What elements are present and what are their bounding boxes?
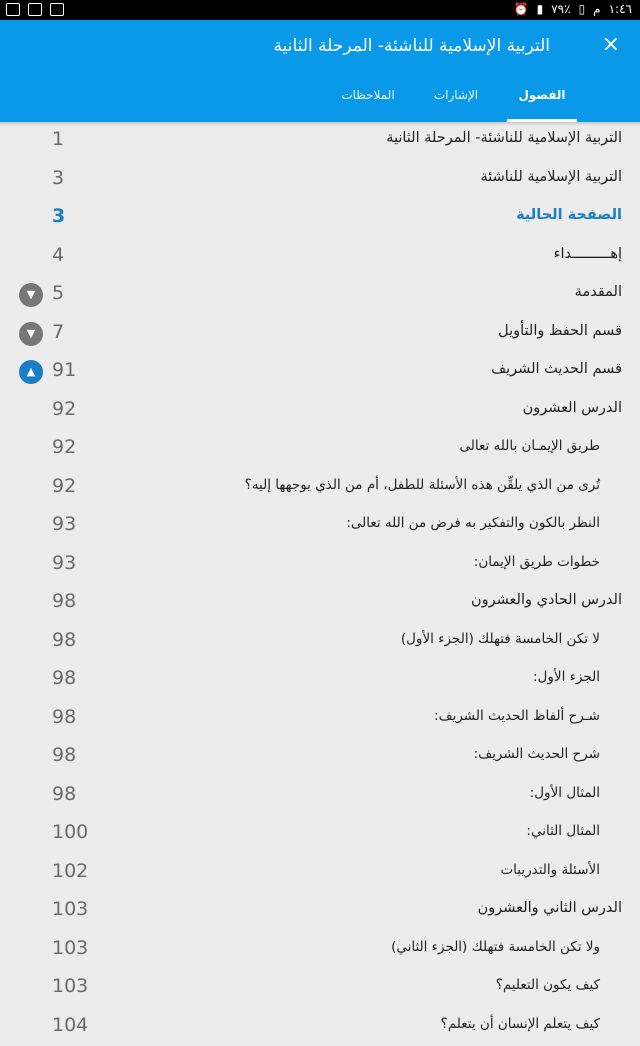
toc-row[interactable] [0, 122, 640, 161]
toc-row-title[interactable]: خطوات طريق الإيمان: [474, 554, 600, 570]
toc-row-page: 98 [52, 783, 76, 805]
toc-row-title[interactable]: ولا تكن الخامسة فتهلك (الجزء الثاني) [391, 939, 600, 955]
toc-row-title[interactable]: المثال الثاني: [526, 823, 600, 839]
toc-row[interactable] [0, 353, 640, 392]
toc-row-title[interactable]: تُرى من الذي يلقِّن هذه الأسئلة للطفل، أم من الذي يوجهها إليه؟ [245, 477, 600, 493]
toc-row-page: 92 [52, 398, 76, 420]
toc-row-page: 7 [52, 321, 64, 343]
toc-row-page: 4 [52, 244, 64, 266]
toc-subrow[interactable] [0, 507, 640, 546]
close-button[interactable] [602, 32, 620, 58]
tab-chapters[interactable] [502, 72, 582, 122]
toc-subrow[interactable] [0, 546, 640, 585]
toc-row-page: 103 [52, 975, 88, 997]
toc-subrow[interactable] [0, 623, 640, 662]
toc-row-page: 102 [52, 860, 88, 882]
toc-row-title[interactable]: التربية الإسلامية للناشئة [480, 169, 622, 185]
toc-row-page: 98 [52, 706, 76, 728]
wifi-icon [6, 3, 20, 16]
toc-subrow[interactable] [0, 815, 640, 854]
toc-row-page: 98 [52, 590, 76, 612]
toc-row[interactable] [0, 892, 640, 931]
toc-row-title[interactable]: الدرس العشرون [523, 400, 622, 416]
toc-row-title[interactable]: المقدمة [575, 284, 622, 300]
toc-row-title[interactable]: كيف يكون التعليم؟ [496, 977, 600, 993]
toc-row[interactable] [0, 315, 640, 354]
toc-subrow[interactable] [0, 700, 640, 739]
toc-row-title[interactable]: الدرس الحادي والعشرون [471, 592, 622, 608]
toc-row-title[interactable]: المثال الأول: [530, 785, 600, 801]
toc-row-page: 92 [52, 475, 76, 497]
toc-row-page: 98 [52, 629, 76, 651]
toc-row[interactable] [0, 276, 640, 315]
toc-row-title[interactable]: التربية الإسلامية للناشئة- المرحلة الثانية [386, 130, 622, 146]
toc-row-title[interactable]: قسم الحديث الشريف [491, 361, 622, 377]
close-icon: × [602, 32, 620, 57]
toc-row-page: 104 [52, 1014, 88, 1036]
toc-row-title[interactable]: شـرح ألفاظ الحديث الشريف: [434, 708, 600, 724]
tab-chapters-label: الفصول [518, 88, 565, 102]
toc-subrow[interactable] [0, 430, 640, 469]
toc-row-page: 91 [52, 359, 76, 381]
toc-list [0, 122, 640, 1046]
toc-row-page: 98 [52, 667, 76, 689]
tab-notes[interactable] [324, 72, 412, 122]
tab-bookmarks[interactable] [416, 72, 496, 122]
toc-row-title[interactable]: لا تكن الخامسة فتهلك (الجزء الأول) [401, 631, 600, 647]
toc-row-page: 100 [52, 821, 88, 843]
gallery-notification-icon [50, 3, 64, 16]
toc-row-page: 98 [52, 744, 76, 766]
toc-row[interactable] [0, 238, 640, 277]
toc-row-page: 103 [52, 898, 88, 920]
clock-time: ١:٤٦ [609, 2, 632, 16]
toc-subrow[interactable] [0, 738, 640, 777]
collapse-chevron-icon[interactable]: ▲ [19, 360, 43, 384]
tab-bar [0, 72, 640, 122]
battery-level: ٧٩٪ [551, 2, 570, 16]
toc-row-title[interactable]: الصفحة الحالية [516, 207, 622, 223]
toc-subrow[interactable] [0, 661, 640, 700]
status-bar [0, 0, 640, 20]
toc-row-title[interactable]: كيف يتعلم الإنسان أن يتعلم؟ [441, 1016, 600, 1032]
toc-row-title[interactable]: النظر بالكون والتفكير به فرض من الله تعالى: [346, 515, 600, 531]
toc-row-title[interactable]: قسم الحفظ والتأويل [498, 323, 622, 339]
toc-subrow[interactable] [0, 1008, 640, 1046]
toc-row-page: 92 [52, 436, 76, 458]
toc-row-page: 3 [52, 205, 65, 227]
toc-row-title[interactable]: طريق الإيمـان بالله تعالى [459, 438, 600, 454]
clock-period: م [593, 2, 600, 16]
app-bar [0, 20, 640, 122]
toc-row-title[interactable]: شرح الحديث الشريف: [474, 746, 600, 762]
toc-row-current-page[interactable] [0, 199, 640, 238]
image-notification-icon [28, 3, 42, 16]
toc-subrow[interactable] [0, 931, 640, 970]
toc-row-title[interactable]: الدرس الثاني والعشرون [478, 900, 622, 916]
toc-row-title[interactable]: الجزء الأول: [533, 669, 600, 685]
toc-row-page: 5 [52, 282, 64, 304]
toc-row-page: 1 [52, 128, 64, 150]
toc-subrow[interactable] [0, 854, 640, 893]
toc-row-title[interactable]: إهـــــــــداء [554, 246, 622, 262]
toc-row-page: 3 [52, 167, 64, 189]
book-title: التربية الإسلامية للناشئة- المرحلة الثانية [274, 36, 550, 56]
toc-subrow[interactable] [0, 777, 640, 816]
toc-row[interactable] [0, 584, 640, 623]
toc-row-title[interactable]: الأسئلة والتدريبات [500, 862, 600, 878]
toc-subrow[interactable] [0, 969, 640, 1008]
toc-row-page: 103 [52, 937, 88, 959]
expand-chevron-icon[interactable]: ▼ [19, 322, 43, 346]
alarm-icon: ⏰ [514, 2, 529, 16]
toc-row-page: 93 [52, 552, 76, 574]
tab-notes-label: الملاحظات [341, 88, 394, 102]
toc-subrow[interactable] [0, 469, 640, 508]
expand-chevron-icon[interactable]: ▼ [19, 283, 43, 307]
toc-row[interactable] [0, 392, 640, 431]
battery-icon: ▯ [579, 2, 586, 16]
signal-icon: ▮ [537, 2, 544, 16]
toc-row-page: 93 [52, 513, 76, 535]
tab-bookmarks-label: الإشارات [434, 88, 478, 102]
toc-row[interactable] [0, 161, 640, 200]
